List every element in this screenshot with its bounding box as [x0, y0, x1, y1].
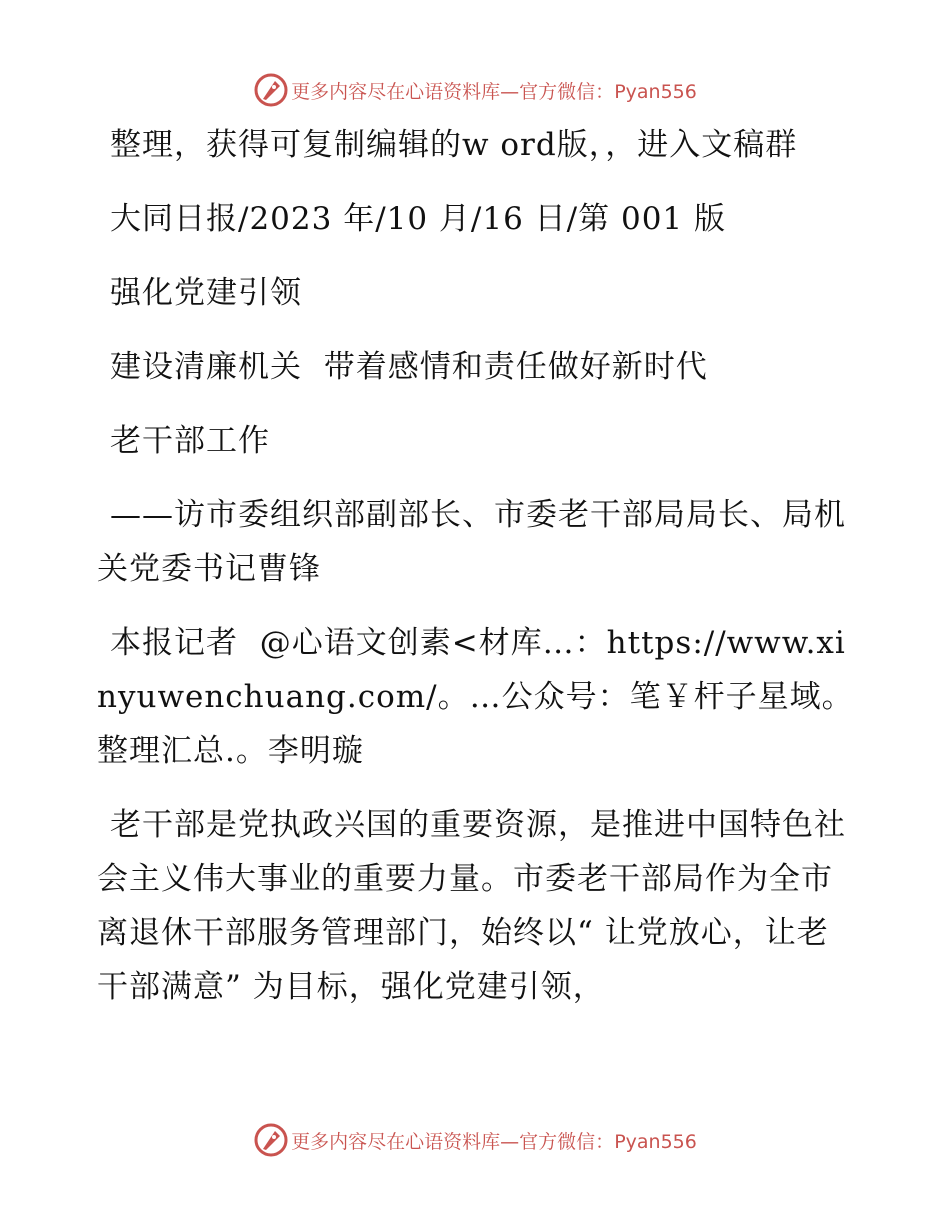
subtitle-interview: ——访市委组织部副部长、市委老干部局局长、局机关党委书记曹锋 — [97, 497, 846, 587]
paragraph-source-line: 大同日报/2023 年/10 月/16 日/第 001 版 — [110, 201, 727, 237]
watermark-text: 更多内容尽在心语资料库—官方微信：Pyan556 — [291, 1130, 697, 1153]
paragraph-intro-note: 整理，获得可复制编辑的w ord版，，进入文稿群 — [110, 127, 798, 163]
document-body — [97, 118, 857, 1034]
header-watermark — [0, 70, 950, 110]
pen-nib-logo-icon — [253, 1122, 289, 1158]
watermark-text: 更多内容尽在心语资料库—官方微信：Pyan556 — [291, 80, 697, 103]
paragraph-body: 老干部是党执政兴国的重要资源，是推进中国特色社会主义伟大事业的重要力量。市委老干部局作为全市离退休干部服务管理部门，始终以“ 让党放心，让老干部满意” 为目标，强化党建引领， — [97, 807, 846, 1005]
headline-line-2: 建设清廉机关 带着感情和责任做好新时代 — [110, 349, 708, 385]
headline-line-3: 老干部工作 — [110, 423, 270, 459]
paragraph-byline: 本报记者 @心语文创素<材库…：https://www.xinyuwenchuang.com/。…公众号：笔￥杆子星域。整理汇总.。李明璇 — [97, 625, 854, 769]
headline-line-1: 强化党建引领 — [110, 275, 302, 311]
pen-nib-logo-icon — [253, 72, 289, 108]
footer-watermark — [0, 1120, 950, 1160]
